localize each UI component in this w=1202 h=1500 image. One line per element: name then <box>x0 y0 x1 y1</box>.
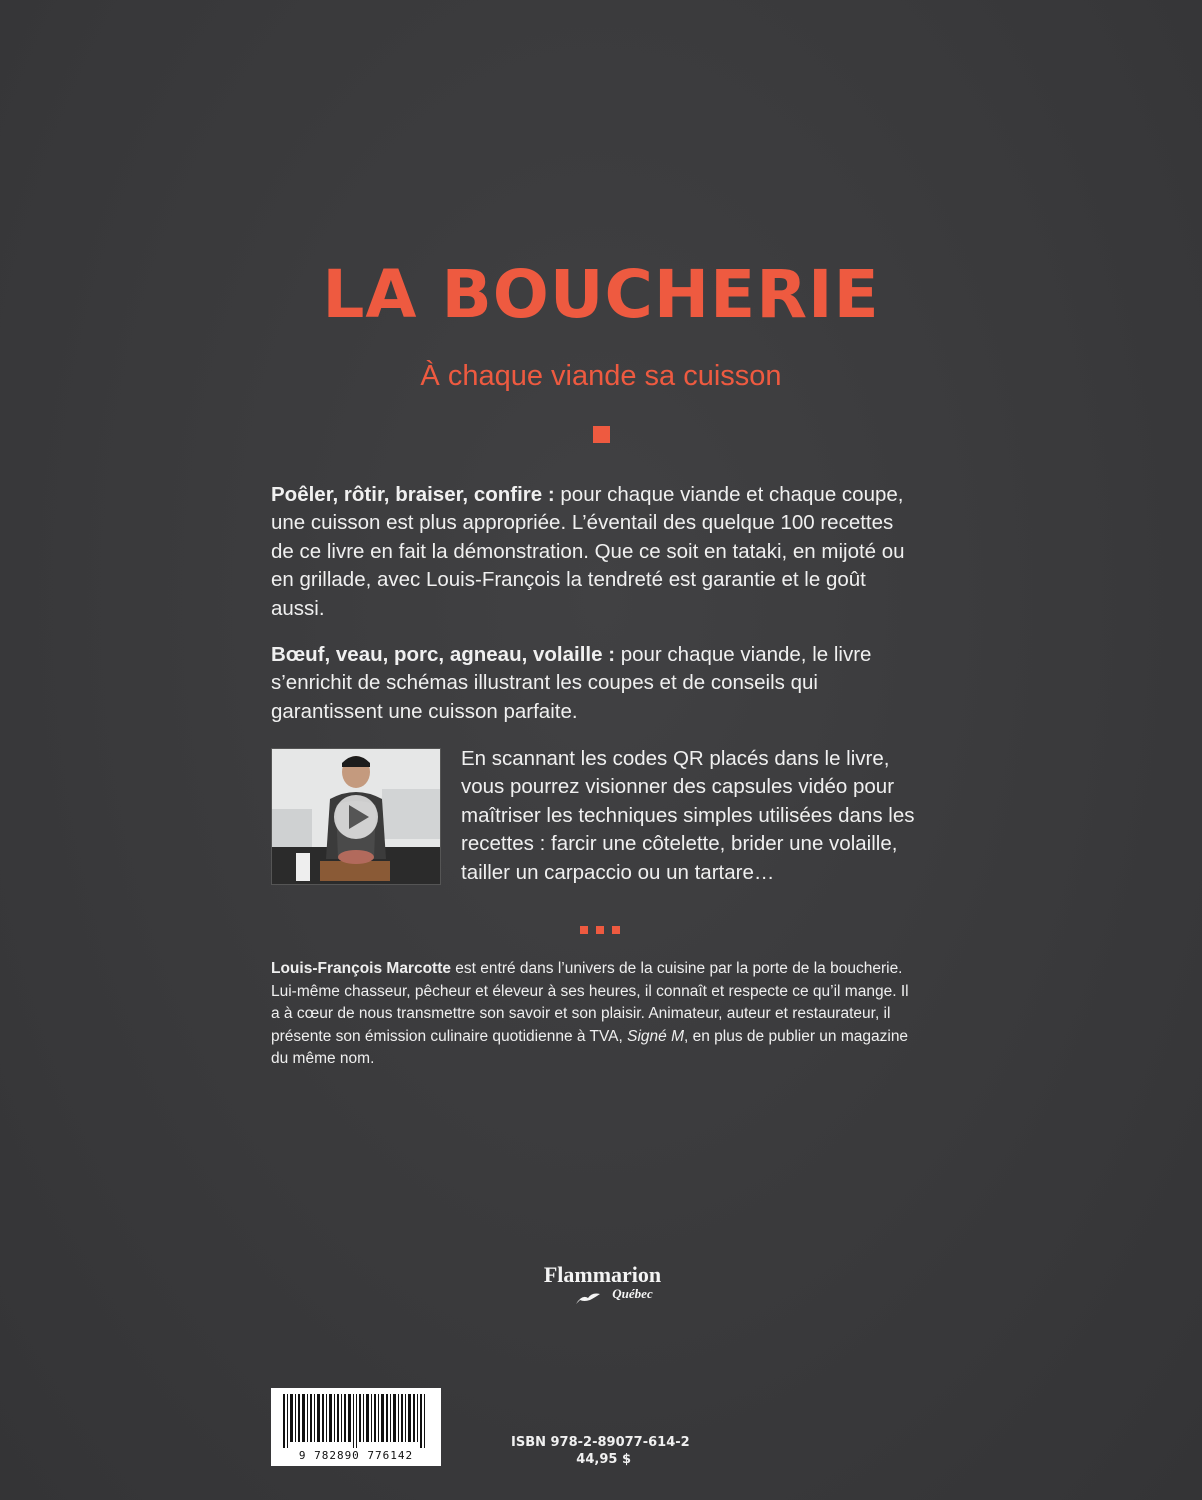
author-name: Louis-François Marcotte <box>271 960 451 977</box>
barcode-bars <box>271 1388 441 1450</box>
barcode-digits: 9 782890 776142 <box>298 1449 414 1462</box>
paragraph-cooking-methods-text: pour chaque viande et chaque coupe, une cuisson est plus appropriée. L’éventail des quelque 100 recettes de ce livre en fait la démonstration. Que ce soit en tataki, en mijoté ou en grillade, avec Louis-François la tendreté est garantie et le goût aussi. <box>271 483 905 620</box>
publisher-region: Québec <box>612 1286 653 1301</box>
chef-video-thumbnail <box>271 748 441 885</box>
paragraph-meats-text: pour chaque viande, le livre s’enrichit de schémas illustrant les coupes et de conseils qui garantissent une cuisson parfaite. <box>271 643 872 723</box>
isbn-number: ISBN 978-2-89077-614-2 <box>511 1435 690 1450</box>
paragraph-cooking-methods-lead: Poêler, rôtir, braiser, confire : <box>271 483 555 506</box>
square-ornament-icon <box>593 426 610 443</box>
price-label: 44,95 $ <box>576 1452 631 1467</box>
paragraph-qr-videos: En scannant les codes QR placés dans le livre, vous pourrez visionner des capsules vidéo pour maîtriser les techniques simples utilisées dans les recettes : farcir une côtelette, brider une volaille, tailler un carpaccio ou un tartare… <box>461 747 915 884</box>
publisher-logo <box>530 1262 675 1302</box>
author-bio-text-2: , en plus de publier un magazine du même nom. <box>271 1027 909 1068</box>
author-bio <box>271 958 921 1071</box>
paragraph-meats <box>271 641 911 726</box>
book-title: LA BOUCHERIE <box>322 256 880 333</box>
dots-ornament-icon <box>580 921 628 939</box>
chef-photo-illustration <box>272 749 440 884</box>
isbn-barcode <box>271 1388 441 1466</box>
paragraph-cooking-methods <box>271 481 911 623</box>
book-subtitle: À chaque viande sa cuisson <box>420 360 782 392</box>
fleur-de-lis-icon <box>574 1290 602 1306</box>
publisher-name: Flammarion <box>543 1262 662 1287</box>
paragraph-meats-lead: Bœuf, veau, porc, agneau, volaille : <box>271 643 616 666</box>
author-show-title: Signé M <box>627 1027 685 1045</box>
author-bio-text-1: est entré dans l’univers de la cuisine par la porte de la boucherie. Lui-même chasseur, pêcheur et éleveur à ses heures, il connaît et respecte ce qu’il mange. Il a à cœur de nous transmettre son savoir et son plaisir. Animateur, auteur et restaurateur, il présente son émission culinaire quotidienne à TVA, <box>271 960 909 1045</box>
